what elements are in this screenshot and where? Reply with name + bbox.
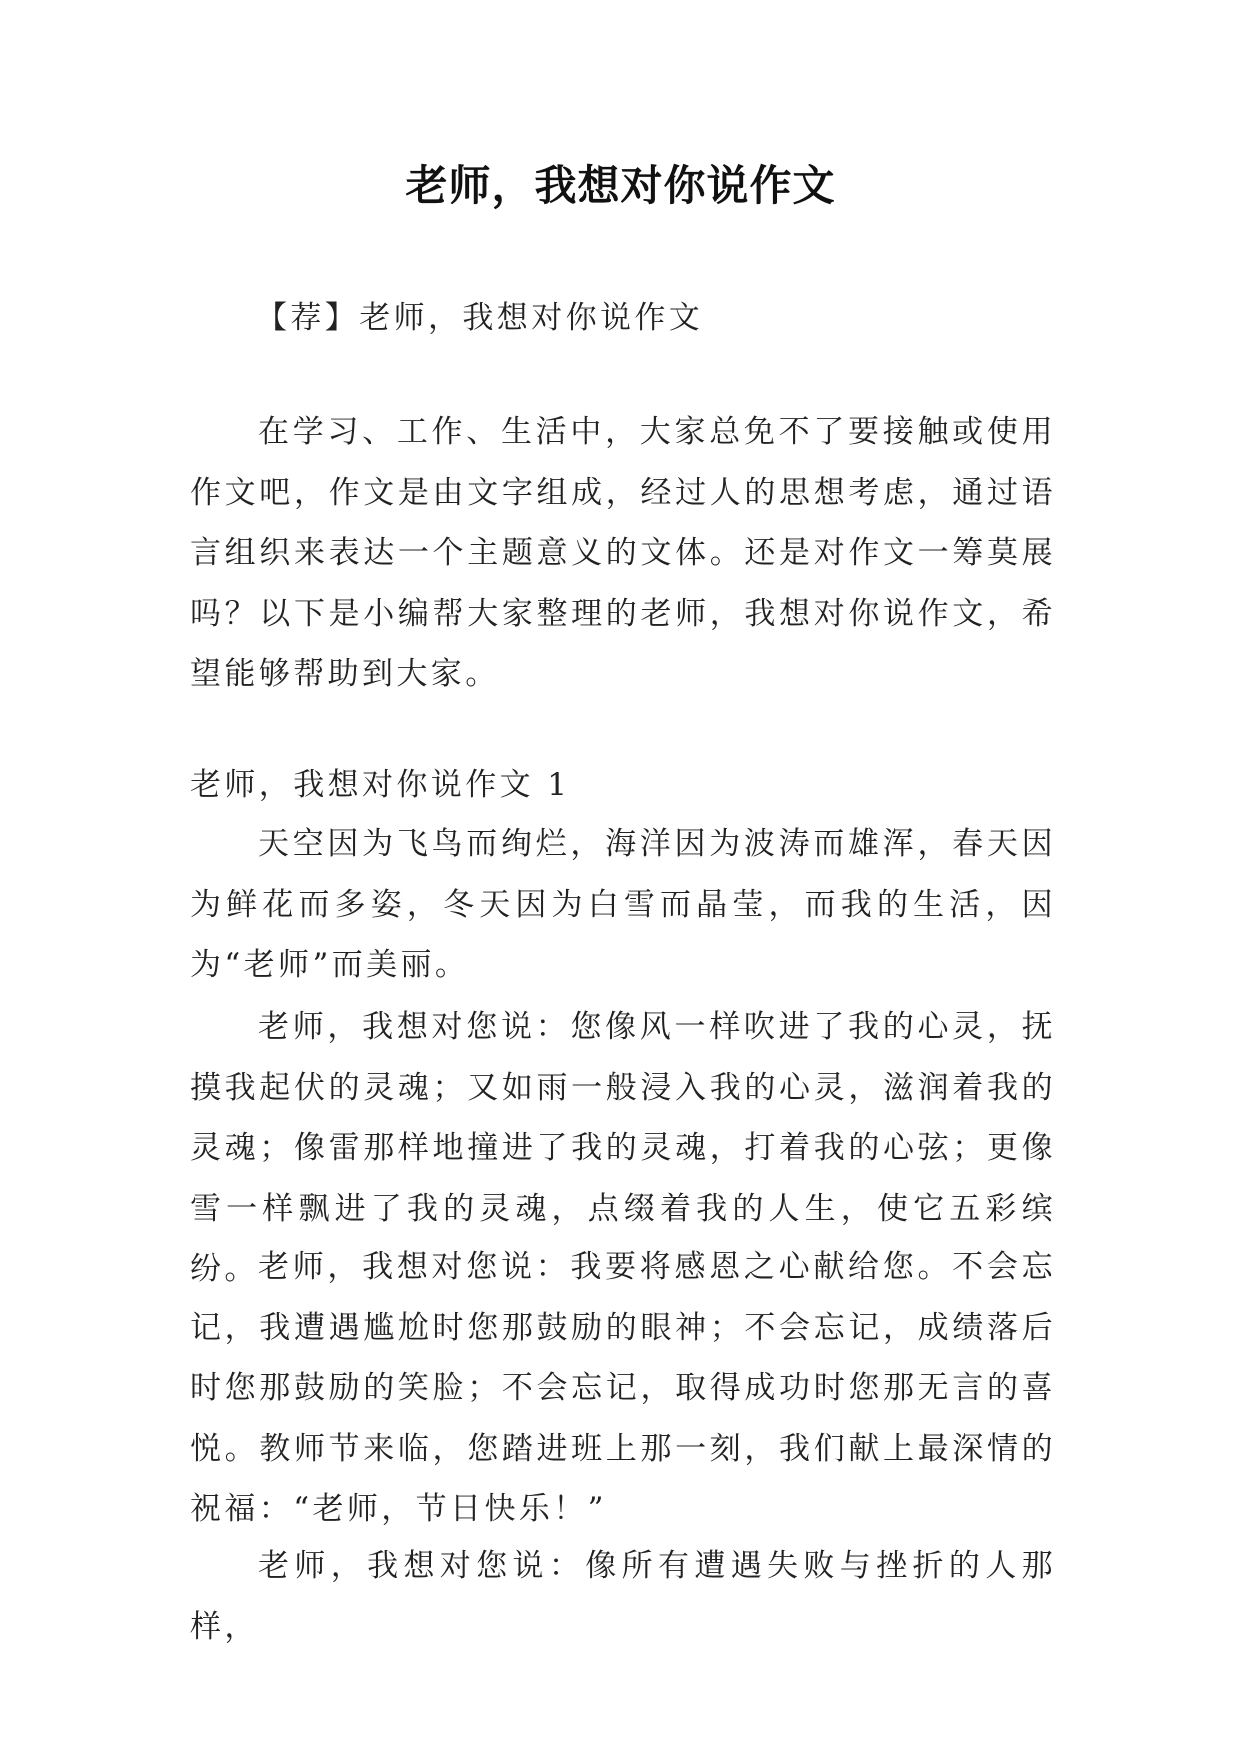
body-paragraph: 老师，我想对您说：您像风一样吹进了我的心灵，抚摸我起伏的灵魂；又如雨一般浸入我的心灵，滋润着我的灵魂；像雷那样地撞进了我的灵魂，打着我的心弦；更像雪一样飘进了我的灵魂，点缀着我的人生，使它五彩缤纷。 xyxy=(190,1009,1056,1287)
recommend-line: 【荐】老师，我想对你说作文 xyxy=(256,300,704,336)
section-heading: 老师，我想对你说作文 1 xyxy=(190,767,571,803)
document-title: 老师，我想对你说作文 xyxy=(405,161,836,210)
body-paragraph: 老师，我想对您说：像所有遭遇失败与挫折的人那样， xyxy=(190,1548,1056,1645)
body-paragraph: 老师，我想对您说：我要将感恩之心献给您。不会忘记，我遭遇尴尬时您那鼓励的眼神；不会忘记，成绩落后时您那鼓励的笑脸；不会忘记，取得成功时您那无言的喜悦。教师节来临，您踏进班上那一刻，我们献上最深情的祝福：“老师，节日快乐！” xyxy=(190,1249,1056,1527)
body-paragraph: 天空因为飞鸟而绚烂，海洋因为波涛而雄浑，春天因为鲜花而多姿，冬天因为白雪而晶莹，而我的生活，因为“老师”而美丽。 xyxy=(190,826,1056,983)
intro-paragraph: 在学习、工作、生活中，大家总免不了要接触或使用作文吧，作文是由文字组成，经过人的思想考虑，通过语言组织来表达一个主题意义的文体。还是对作文一筹莫展吗？以下是小编帮大家整理的老师，我想对你说作文，希望能够帮助到大家。 xyxy=(190,414,1056,692)
